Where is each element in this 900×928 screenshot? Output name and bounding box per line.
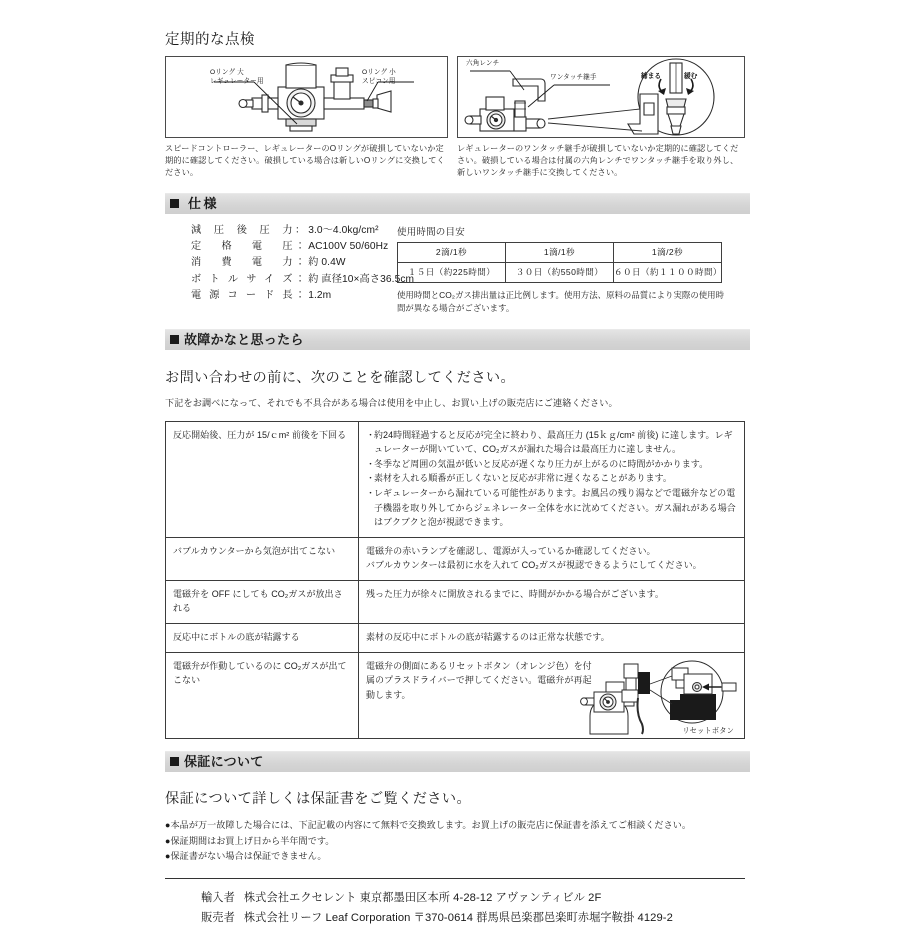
- usage-guide: [397, 223, 750, 315]
- spec-row: 定格電圧： AC100V 50/60Hz: [191, 239, 397, 255]
- spec-section: [165, 223, 750, 315]
- reset-button-figure: [580, 660, 740, 736]
- trouble-lead: お問い合わせの前に、次のことを確認してください。: [165, 369, 516, 386]
- section-bar-warranty: [165, 751, 750, 772]
- footer-seller-value: 株式会社リーフ Leaf Corporation 〒370-0614 群馬県邑楽郡邑楽町赤堀字鞍掛 4129-2: [243, 911, 673, 924]
- table-row: [166, 421, 745, 537]
- spec-key: 消費電力: [191, 257, 295, 269]
- usage-header-cell: 2滴/1秒: [398, 242, 506, 262]
- warranty-lead: 保証について詳しくは保証書をご覧ください。: [165, 790, 472, 807]
- diagram-panel-oring: [165, 56, 448, 138]
- manual-page: [165, 0, 750, 924]
- list-item: ●保証書がない場合は保証できません。: [165, 851, 327, 862]
- section-bar-trouble: [165, 329, 750, 350]
- section-bar-spec: [165, 193, 750, 214]
- table-row: [166, 537, 745, 580]
- regulator-oring-illustration: [166, 57, 447, 137]
- list-item: ・ 約24時間経過すると反応が完全に終わり、最高圧力 (15ｋｇ/cm² 前後) に達します。レギュレーターが開いていて、CO₂ガスが漏れた場合は最高圧力に達しません。: [366, 429, 733, 455]
- diagram-label-quick-fitting: ワンタッチ継手: [550, 74, 597, 81]
- trouble-symptom: 反応中にボトルの底が結露する: [166, 624, 359, 653]
- table-row: [166, 580, 745, 623]
- spec-row: 減圧後圧力： 3.0〜4.0kg/cm²: [191, 223, 397, 239]
- answer-line: 電磁弁の赤いランプを確認し、電源が入っているか確認してください。: [366, 545, 656, 556]
- usage-value-cell: ３０日（約550時間）: [506, 262, 614, 282]
- trouble-answer: [359, 624, 745, 653]
- footer-seller-row: [201, 909, 750, 928]
- usage-value-cell: ６０日（約１１００時間）: [614, 262, 722, 282]
- diagram-label-hex-wrench: 六角レンチ: [466, 60, 500, 67]
- table-row: [166, 624, 745, 653]
- spec-key: 減圧後圧力: [191, 224, 295, 236]
- footer: [165, 889, 750, 928]
- usage-table-value-row: [398, 262, 722, 282]
- diagram-panel-quickfitting: [457, 56, 745, 138]
- trouble-answer: [359, 580, 745, 623]
- answer-line: バブルカウンターは最初に水を入れて CO₂ガスが視認できるようにしてください。: [366, 560, 702, 571]
- list-item: ●保証期間はお買上げ日から半年間です。: [165, 835, 335, 846]
- trouble-answer: [359, 421, 745, 537]
- table-row: [166, 652, 745, 738]
- answer-line: 残った圧力が徐々に開放されるまでに、時間がかかる場合がございます。: [366, 588, 664, 599]
- bullet-square-icon: [170, 199, 179, 208]
- trouble-table: [165, 421, 745, 739]
- reset-button-figure-label: リセットボタン: [682, 725, 734, 735]
- diagram-label-loosen: 緩む: [684, 73, 698, 80]
- trouble-answer: [359, 537, 745, 580]
- list-item: ・ レギュレーターから漏れている可能性があります。お風呂の残り湯などで電磁弁などの電子機器を取り外してからジェネレーター全体を水に沈めてください。ガス漏れがある場合はブクブクと泡が視認できます。: [366, 488, 736, 528]
- usage-guide-title: 使用時間の目安: [397, 226, 465, 238]
- spec-row: ボトルサイズ： 約 直径10×高さ36.5cm: [191, 272, 397, 288]
- trouble-symptom: バブルカウンターから気泡が出てこない: [166, 537, 359, 580]
- trouble-symptom: 電磁弁を OFF にしても CO₂ガスが放出される: [166, 580, 359, 623]
- spec-value: 3.0〜4.0kg/cm²: [308, 224, 379, 236]
- bullet-dot-icon: ・: [366, 458, 376, 469]
- inspection-caption-left: スピードコントローラー、レギュレーターのOリングが破損していないか定期的に確認してください。破損している場合は新しいOリングに交換してください。: [165, 144, 445, 177]
- bullet-square-icon: [170, 335, 179, 344]
- spec-list: [165, 223, 415, 315]
- answer-line: 素材の反応中にボトルの底が結露するのは正常な状態です。: [366, 632, 610, 643]
- spec-row: 消費電力： 約 0.4W: [191, 255, 397, 271]
- usage-table-header-row: [398, 242, 722, 262]
- usage-header-cell: 1滴/1秒: [506, 242, 614, 262]
- diagram-label-tighten: 締まる: [641, 73, 662, 80]
- inspection-diagrams: [165, 56, 750, 138]
- footer-divider: [165, 878, 745, 879]
- list-item: ・ 冬季など周囲の気温が低いと反応が遅くなり圧力が上がるのに時間がかかります。: [366, 457, 737, 472]
- section-heading-inspection: 定期的な点検: [165, 32, 255, 48]
- inspection-caption-right: レギュレーターのワンタッチ継手が破損していないか定期的に確認してください。破損している場合は付属の六角レンチでワンタッチ継手を取り外し、新しいワンタッチ継手に交換してください。: [457, 144, 739, 177]
- trouble-symptom: 反応開始後、圧力が 15/ｃm² 前後を下回る: [166, 421, 359, 537]
- spec-key: ボトルサイズ: [191, 273, 295, 285]
- section-bar-trouble-title: 故障かなと思ったら: [184, 332, 304, 348]
- spec-key: 定格電圧: [191, 241, 295, 253]
- bullet-dot-icon: ・: [366, 473, 376, 484]
- list-item: ●本品が万一故障した場合には、下記記載の内容にて無料で交換致します。お買上げの販売店に保証書を添えてご相談ください。: [165, 819, 692, 830]
- bullet-square-icon: [170, 757, 179, 766]
- footer-importer-label: 輸入者: [201, 892, 235, 905]
- bullet-dot-icon: ・: [366, 429, 376, 440]
- trouble-sublead: 下記をお調べになって、それでも不具合がある場合は使用を中止し、お買い上げの販売店にご連絡ください。: [165, 397, 618, 408]
- footer-importer-value: 株式会社エクセレント 東京都墨田区本所 4-28-12 アヴァンティビル 2F: [243, 892, 602, 905]
- usage-value-cell: １５日（約225時間）: [398, 262, 506, 282]
- trouble-answer: [359, 652, 745, 738]
- footer-importer-row: [201, 889, 750, 908]
- spec-value: 1.2m: [308, 290, 332, 302]
- warranty-list: [165, 818, 750, 866]
- hex-wrench-illustration: [458, 57, 744, 137]
- trouble-bullet-list: [366, 428, 737, 530]
- usage-note: 使用時間とCO₂ガス排出量は正比例します。使用方法、原料の品質により実際の使用時間が異なる場合がございます。: [397, 289, 725, 313]
- bullet-dot-icon: ・: [366, 488, 376, 499]
- spec-key: 電源コード長: [191, 290, 295, 302]
- spec-value: 約 直径10×高さ36.5cm: [308, 273, 415, 285]
- section-bar-spec-title: 仕様: [188, 196, 220, 212]
- usage-header-cell: 1滴/2秒: [614, 242, 722, 262]
- spec-value: AC100V 50/60Hz: [308, 241, 389, 253]
- usage-table: [397, 242, 722, 283]
- answer-line: 電磁弁の側面にあるリセットボタン（オレンジ色）を付属のプラスドライバーで押してください。電磁弁が再起動します。: [366, 660, 592, 700]
- diagram-label-oring-small: Oリング 小 スピコン用: [362, 69, 396, 85]
- section-bar-warranty-title: 保証について: [184, 754, 264, 770]
- spec-value: 約 0.4W: [308, 257, 346, 269]
- diagram-label-oring-large: Oリング 大 レギュレーター用: [210, 69, 264, 85]
- trouble-symptom: 電磁弁が作動しているのに CO₂ガスが出てこない: [166, 652, 359, 738]
- list-item: ・ 素材を入れる順番が正しくないと反応が非常に遅くなることがあります。: [366, 471, 737, 486]
- footer-seller-label: 販売者: [201, 911, 235, 924]
- spec-row: 電源コード長： 1.2m: [191, 288, 397, 304]
